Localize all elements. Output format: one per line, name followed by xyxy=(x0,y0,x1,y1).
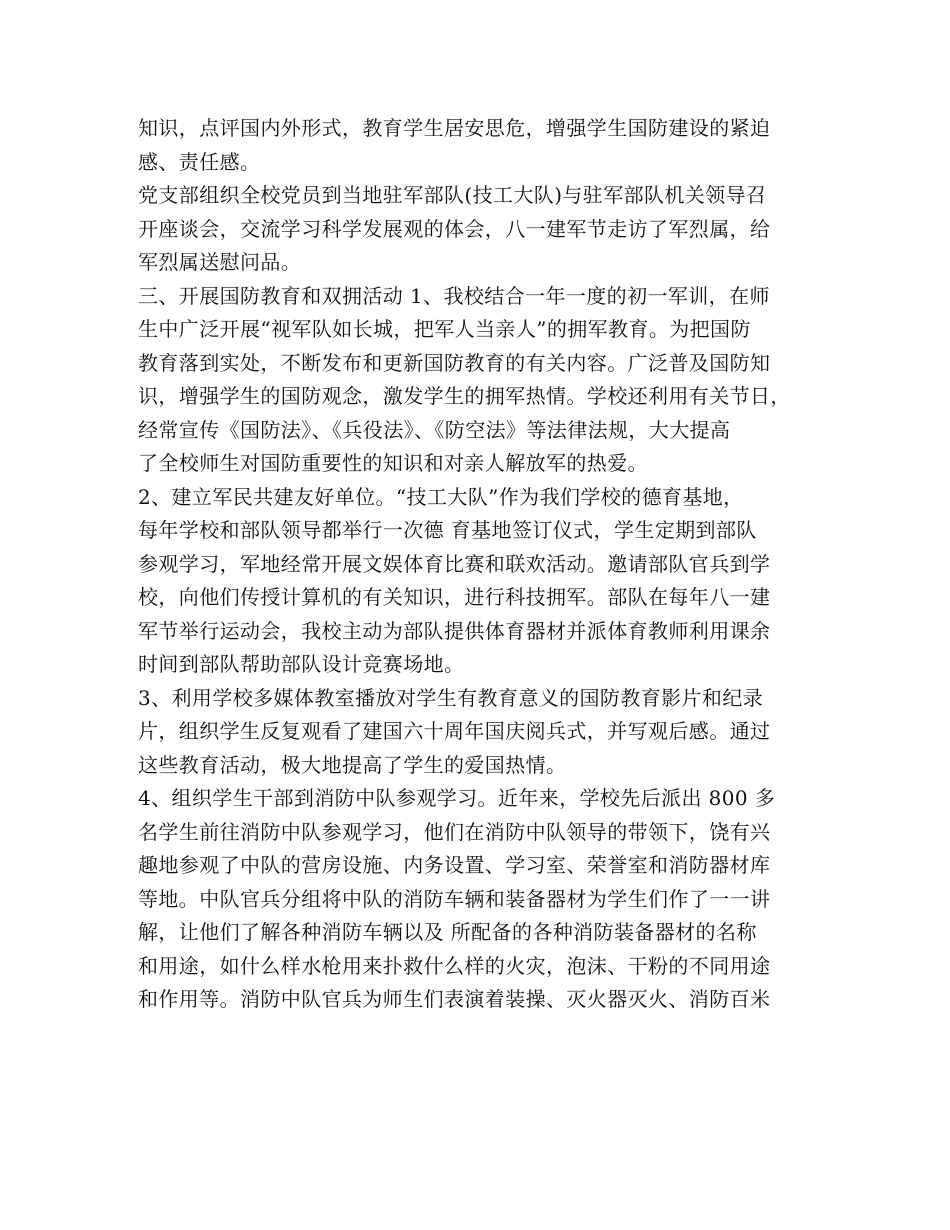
text-line: 4、组织学生干部到消防中队参观学习。近年来，学校先后派出 800 多 xyxy=(138,786,776,810)
text-line: 开座谈会，交流学习科学发展观的体会，八一建军节走访了军烈属，给 xyxy=(138,216,771,241)
text-line: 知识，点评国内外形式，教育学生居安思危，增强学生国防建设的紧迫 xyxy=(138,116,771,140)
text-line: 三、开展国防教育和双拥活动 1、我校结合一年一度的初一军训，在师 xyxy=(138,283,770,308)
text-line: 参观学习，军地经常开展文娱体育比赛和联欢活动。邀请部队官兵到学 xyxy=(138,551,771,576)
text-line: 军烈属送慰问品。 xyxy=(138,250,302,274)
document-body xyxy=(138,112,818,1017)
text-line: 教育落到实处，不断发布和更新国防教育的有关内容。广泛普及国防知 xyxy=(138,350,771,375)
text-line: 识，增强学生的国防观念，激发学生的拥军热情。学校还利用有关节日， xyxy=(138,384,791,408)
text-line: 校，向他们传授计算机的有关知识，进行科技拥军。部队在每年八一建 xyxy=(138,585,771,609)
text-line: 片，组织学生反复观看了建国六十周年国庆阅兵式，并写观后感。通过 xyxy=(138,719,771,743)
text-line: 时间到部队帮助部队设计竞赛场地。 xyxy=(138,652,465,676)
text-line: 等地。中队官兵分组将中队的消防车辆和装备器材为学生们作了一一讲 xyxy=(138,886,771,911)
text-line: 和用途，如什么样水枪用来扑救什么样的火灾，泡沫、干粉的不同用途 xyxy=(138,953,771,978)
text-line: 趣地参观了中队的营房设施、内务设置、学习室、荣誉室和消防器材库 xyxy=(138,853,771,877)
text-line: 名学生前往消防中队参观学习，他们在消防中队领导的带领下，饶有兴 xyxy=(138,819,771,844)
text-line: 党支部组织全校党员到当地驻军部队(技工大队)与驻军部队机关领导召 xyxy=(138,183,767,207)
text-line: 和作用等。消防中队官兵为师生们表演着装操、灭火器灭火、消防百米 xyxy=(138,987,771,1011)
text-line: 每年学校和部队领导都举行一次德 育基地签订仪式，学生定期到部队 xyxy=(138,518,757,542)
text-line: 感、责任感。 xyxy=(138,149,261,174)
text-line: 军节举行运动会，我校主动为部队提供体育器材并派体育教师利用课余 xyxy=(138,618,771,643)
text-line: 2、建立军民共建友好单位。“技工大队”作为我们学校的德育基地， xyxy=(138,484,744,509)
text-line: 3、利用学校多媒体教室播放对学生有教育意义的国防教育影片和纪录 xyxy=(138,685,764,710)
text-line: 了全校师生对国防重要性的知识和对亲人解放军的热爱。 xyxy=(138,451,648,475)
text-line: 这些教育活动，极大地提高了学生的爱国热情。 xyxy=(138,752,567,777)
text-line: 经常宣传《国防法》、《兵役法》、《防空法》等法律法规，大大提高 xyxy=(138,417,731,442)
text-line: 解，让他们了解各种消防车辆以及 所配备的各种消防装备器材的名称 xyxy=(138,920,757,944)
text-line: 生中广泛开展“视军队如长城，把军人当亲人”的拥军教育。为把国防 xyxy=(138,317,751,341)
